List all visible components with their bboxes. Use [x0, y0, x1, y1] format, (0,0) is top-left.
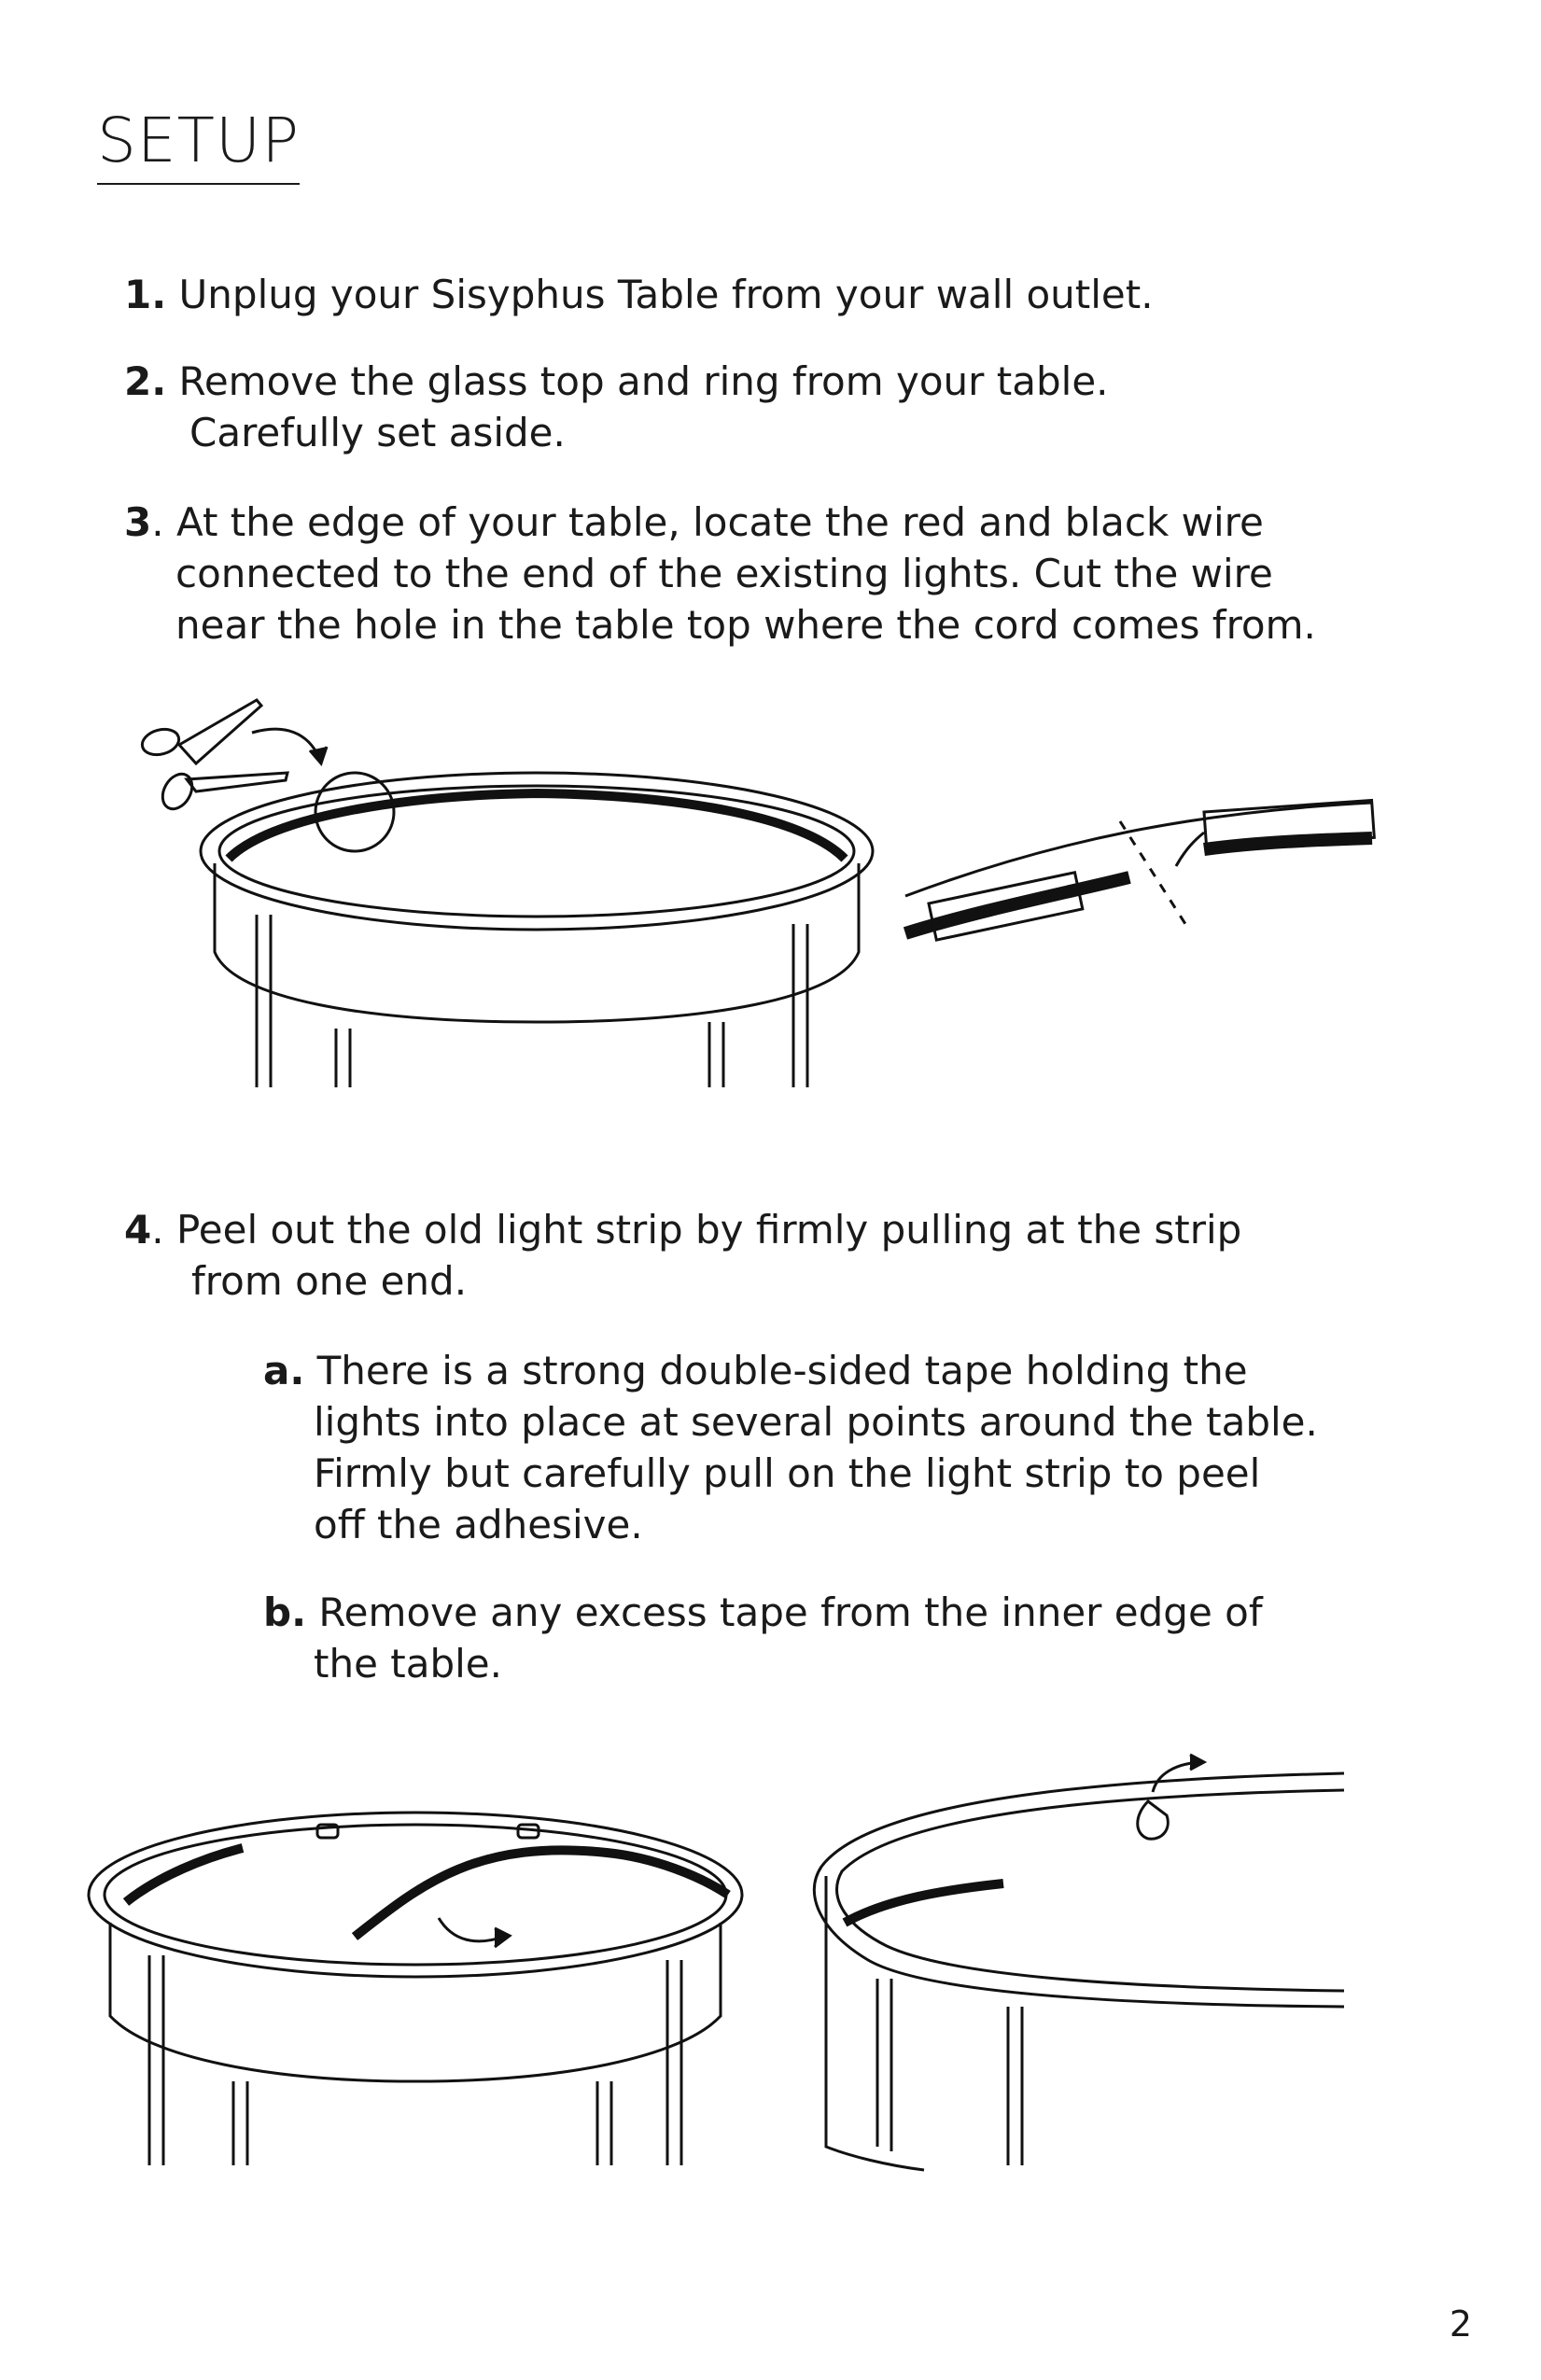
- step-4-text-line-2: from one end.: [191, 1258, 468, 1304]
- wire-closeup: [905, 800, 1374, 940]
- step-2-text-line-1: Remove the glass top and ring from your table.: [178, 358, 1109, 404]
- table-illustration-2: [89, 1813, 742, 2165]
- step-4a-text-line-3: Firmly but carefully pull on the light strip to peel: [314, 1450, 1261, 1496]
- step-4-separator: .: [151, 1207, 164, 1253]
- step-4b-text-line-2: the table.: [314, 1641, 503, 1687]
- hand-icon: [1138, 1801, 1169, 1839]
- step-3-text-line-1: At the edge of your table, locate the red and black wire: [175, 499, 1264, 545]
- step-1-number: 1.: [124, 272, 167, 317]
- step-4-number: 4: [124, 1207, 152, 1253]
- step-4b-text-line-1: Remove any excess tape from the inner edge of: [318, 1589, 1263, 1635]
- step-4a-label: a.: [263, 1348, 305, 1393]
- step-3-text-line-2: connected to the end of the existing lights. Cut the wire: [175, 551, 1273, 596]
- step-1-text: Unplug your Sisyphus Table from your wall outlet.: [178, 272, 1154, 317]
- figure-cut-wire: [121, 691, 1391, 1101]
- step-3-number: 3: [124, 499, 152, 545]
- step-4b-label: b.: [263, 1589, 307, 1635]
- scissors-icon: [139, 700, 287, 814]
- page-number: 2: [1449, 2303, 1472, 2345]
- step-4a-text-line-2: lights into place at several points around the table.: [314, 1399, 1318, 1445]
- table-illustration-3: [814, 1755, 1344, 2170]
- step-2-number: 2.: [124, 358, 167, 404]
- curved-arrow-icon: [252, 729, 319, 758]
- step-4-text-line-1: Peel out the old light strip by firmly pulling at the strip: [175, 1207, 1242, 1253]
- table-illustration-1: [201, 773, 873, 1087]
- step-3: [124, 497, 1316, 651]
- figure-peel-strip: [84, 1736, 1372, 2184]
- step-4a-text-line-4: off the adhesive.: [314, 1502, 643, 1547]
- page-title: SETUP: [97, 110, 300, 185]
- step-3-separator: .: [151, 499, 164, 545]
- step-3-text-line-3: near the hole in the table top where the cord comes from.: [175, 602, 1316, 648]
- step-1: [124, 269, 1154, 320]
- step-2-text-line-2: Carefully set aside.: [189, 410, 566, 455]
- step-4a: [263, 1345, 1318, 1550]
- dashed-cut-line: [1120, 821, 1185, 924]
- step-4: [124, 1204, 1241, 1307]
- step-4b: [263, 1587, 1263, 1689]
- step-2: [124, 356, 1109, 458]
- step-4a-text-line-1: There is a strong double-sided tape holding the: [316, 1348, 1248, 1393]
